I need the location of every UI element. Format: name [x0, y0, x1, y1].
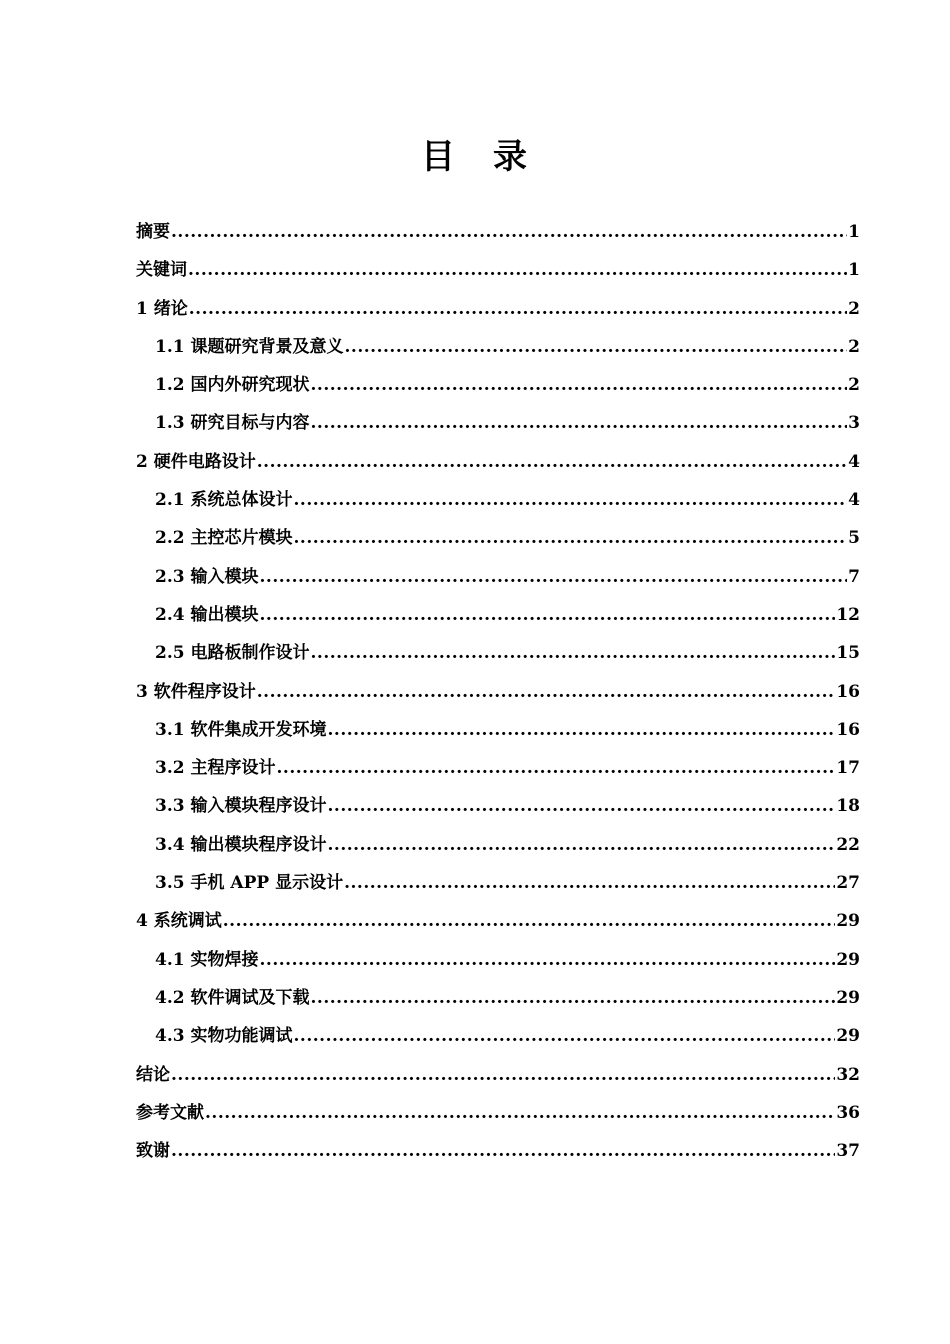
toc-entry-page: 12 — [836, 604, 860, 625]
toc-entry-label: 4.2 软件调试及下载 — [155, 987, 310, 1008]
toc-entry-page: 15 — [836, 643, 860, 664]
toc-entry-label: 摘要 — [136, 222, 170, 242]
toc-entry[interactable] — [136, 523, 860, 561]
toc-entry-label: 3.4 输出模块程序设计 — [155, 834, 327, 855]
toc-entry[interactable] — [136, 638, 860, 676]
toc-dot-leader — [311, 370, 848, 400]
toc-entry[interactable] — [136, 945, 860, 983]
toc-dot-leader — [311, 408, 848, 438]
toc-entry[interactable] — [136, 447, 860, 485]
toc-entry-label: 1.2 国内外研究现状 — [155, 375, 310, 396]
toc-dot-leader — [260, 562, 848, 592]
toc-entry[interactable] — [136, 294, 860, 332]
toc-entry-page: 29 — [836, 911, 860, 932]
toc-entry-label: 2.2 主控芯片模块 — [155, 528, 293, 549]
toc-entry[interactable] — [136, 1021, 860, 1059]
toc-dot-leader — [277, 753, 836, 783]
toc-entry-label: 3.2 主程序设计 — [155, 758, 276, 779]
toc-entry-page: 37 — [836, 1141, 860, 1162]
toc-entry-label: 3.3 输入模块程序设计 — [155, 796, 327, 817]
toc-dot-leader — [223, 906, 836, 936]
toc-entry-page: 7 — [848, 566, 860, 587]
toc-entry-label: 2.3 输入模块 — [155, 566, 259, 587]
toc-dot-leader — [328, 715, 836, 745]
toc-entry-label: 1 绪论 — [136, 298, 188, 319]
toc-entry-label: 3.5 手机 APP 显示设计 — [155, 873, 344, 894]
toc-dot-leader — [294, 1021, 836, 1051]
toc-entry-page: 22 — [836, 834, 860, 855]
toc-entry-label: 2 硬件电路设计 — [136, 451, 256, 472]
toc-entry[interactable] — [136, 1060, 860, 1098]
toc-entry-page: 18 — [836, 796, 860, 817]
toc-entry[interactable] — [136, 255, 860, 293]
toc-entry[interactable] — [136, 408, 860, 446]
toc-entry[interactable] — [136, 370, 860, 408]
toc-entry-label: 2.4 输出模块 — [155, 604, 259, 625]
toc-entry[interactable] — [136, 715, 860, 753]
toc-entry-label: 4.1 实物焊接 — [155, 949, 259, 970]
toc-entry-page: 4 — [848, 490, 860, 511]
toc-entry-page: 2 — [848, 336, 860, 357]
toc-entry[interactable] — [136, 753, 860, 791]
toc-dot-leader — [328, 791, 836, 821]
toc-entry[interactable] — [136, 485, 860, 523]
toc-dot-leader — [257, 677, 836, 707]
toc-entry-page: 1 — [848, 222, 860, 242]
toc-dot-leader — [171, 1060, 835, 1090]
toc-entry[interactable] — [136, 677, 860, 715]
toc-entry-page: 2 — [848, 298, 860, 319]
toc-dot-leader — [311, 983, 836, 1013]
toc-dot-leader — [328, 830, 836, 860]
toc-entry-label: 2.5 电路板制作设计 — [155, 643, 310, 664]
toc-entry-page: 1 — [848, 260, 860, 281]
toc-entry-label: 3.1 软件集成开发环境 — [155, 719, 327, 740]
toc-dot-leader — [171, 217, 847, 247]
toc-entry[interactable] — [136, 562, 860, 600]
toc-dot-leader — [311, 638, 836, 668]
toc-entry[interactable] — [136, 1098, 860, 1136]
toc-entry-page: 29 — [836, 949, 860, 970]
toc-entry[interactable] — [136, 868, 860, 906]
toc-entry-label: 3 软件程序设计 — [136, 681, 256, 702]
toc-dot-leader — [294, 523, 848, 553]
toc-entry-label: 参考文献 — [136, 1102, 204, 1123]
toc-entry-page: 16 — [836, 719, 860, 740]
toc-entry[interactable] — [136, 791, 860, 829]
toc-dot-leader — [205, 1098, 835, 1128]
toc-entry-label: 4 系统调试 — [136, 911, 222, 932]
toc-entry-page: 29 — [836, 987, 860, 1008]
toc-entry-page: 29 — [836, 1026, 860, 1047]
toc-entry-label: 2.1 系统总体设计 — [155, 490, 293, 511]
toc-entry[interactable] — [136, 332, 860, 370]
toc-entry-label: 1.3 研究目标与内容 — [155, 413, 310, 434]
toc-dot-leader — [260, 945, 836, 975]
toc-dot-leader — [189, 294, 847, 324]
toc-entry[interactable] — [136, 983, 860, 1021]
toc-entry-page: 2 — [848, 375, 860, 396]
toc-entry[interactable] — [136, 600, 860, 638]
toc-entry-page: 16 — [836, 681, 860, 702]
toc-entry-page: 32 — [836, 1064, 860, 1085]
toc-entry-label: 致谢 — [136, 1141, 170, 1162]
toc-dot-leader — [257, 447, 847, 477]
toc-entry-page: 17 — [836, 758, 860, 779]
toc-entry[interactable] — [136, 217, 860, 255]
toc-entry-page: 27 — [836, 873, 860, 894]
toc-entry-label: 1.1 课题研究背景及意义 — [155, 336, 344, 357]
toc-entry-page: 3 — [848, 413, 860, 434]
toc-dot-leader — [260, 600, 836, 630]
toc-dot-leader — [294, 485, 848, 515]
toc-entry-label: 关键词 — [136, 260, 187, 281]
toc-entry-page: 5 — [848, 528, 860, 549]
toc-entry-label: 结论 — [136, 1064, 170, 1085]
toc-entry[interactable] — [136, 830, 860, 868]
toc-dot-leader — [171, 1136, 835, 1166]
page-title: 目 录 — [421, 137, 529, 177]
toc-entry[interactable] — [136, 906, 860, 944]
toc-dot-leader — [344, 868, 835, 898]
toc-entry-label: 4.3 实物功能调试 — [155, 1026, 293, 1047]
toc-dot-leader — [345, 332, 848, 362]
table-of-contents — [136, 217, 860, 1174]
toc-entry-page: 4 — [848, 451, 860, 472]
toc-entry-page: 36 — [836, 1102, 860, 1123]
toc-entry[interactable] — [136, 1136, 860, 1174]
toc-dot-leader — [188, 255, 847, 285]
